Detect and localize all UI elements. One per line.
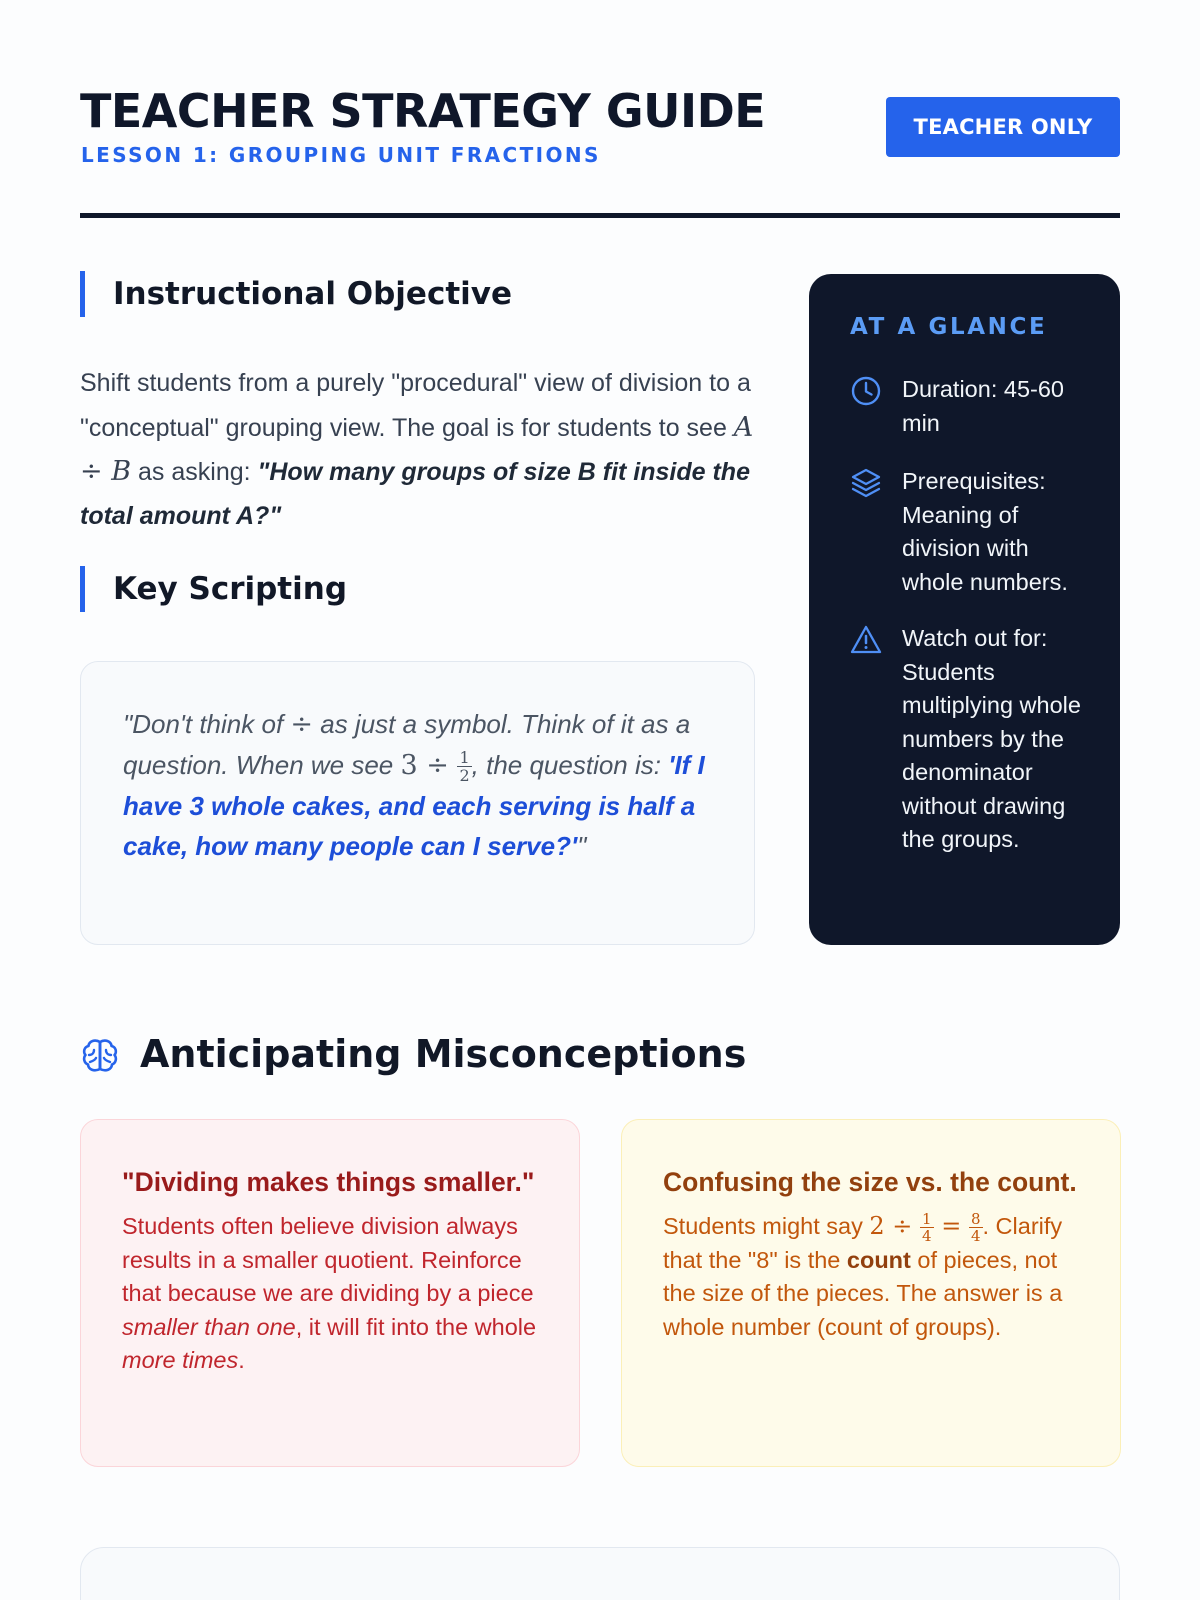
misconceptions-title: Anticipating Misconceptions: [140, 1032, 747, 1076]
lesson-subtitle: LESSON 1: GROUPING UNIT FRACTIONS: [81, 143, 601, 167]
header-divider: [80, 213, 1120, 218]
objective-emphasis: "How many groups of size B fit inside the total amount A?": [80, 458, 750, 530]
misconception-1-body-c: .: [238, 1347, 245, 1373]
misconception-1-body: [122, 1210, 539, 1378]
objective-text-a: Shift students from a purely "procedural" view of division to a "conceptual" grouping view. The goal is for students to see: [80, 369, 751, 442]
misconception-2-math-equals: =: [933, 1212, 969, 1240]
math-divide: ÷: [80, 456, 103, 487]
script-divide-symbol: ÷: [290, 709, 314, 740]
script-part-2: as just a symbol. Think of it as a question. When we see: [123, 709, 691, 780]
script-part-1: "Don't think of: [123, 709, 291, 739]
misconception-2-fraction-1: [920, 1209, 934, 1245]
brain-icon: [80, 1036, 120, 1076]
script-part-3: , the question is:: [471, 750, 669, 780]
misconception-1-body-a: Students often believe division always results in a smaller quotient. Reinforce that because we are dividing by a piece: [122, 1213, 534, 1306]
misconception-2-body-a: Students might say: [663, 1213, 870, 1239]
fraction-denominator: 4: [922, 1226, 932, 1245]
glance-duration-text: Duration: 45-60 min: [902, 376, 1064, 436]
layers-icon: [850, 467, 882, 499]
header: [80, 84, 1120, 184]
misconception-1-body-b: , it will fit into the whole: [295, 1313, 537, 1340]
scripting-card: [80, 661, 755, 945]
misconception-1-em-b: more times: [122, 1347, 239, 1373]
fraction-numerator: 1: [459, 748, 470, 768]
clock-icon: [850, 375, 882, 407]
misconception-2-body-c: of pieces, not the size of the pieces. The answer is a whole number (count of groups).: [663, 1246, 1063, 1340]
objective-heading: Instructional Objective: [80, 271, 512, 317]
at-a-glance-card: [809, 274, 1120, 945]
fraction-numerator: 1: [922, 1209, 932, 1228]
page-title: TEACHER STRATEGY GUIDE: [80, 84, 766, 138]
objective-text: [80, 362, 755, 538]
misconception-2-body-b: . Clarify that the "8" is the: [663, 1213, 1063, 1273]
fraction-numerator: 8: [970, 1209, 981, 1228]
script-highlight: 'If I have 3 whole cakes, and each serving is half a cake, how many people can I serve?': [123, 750, 705, 861]
misconception-2-fraction-2: [969, 1209, 983, 1245]
script-part-4: ": [577, 831, 587, 861]
objective-text-b: as asking:: [131, 458, 258, 486]
scripting-heading: Key Scripting: [80, 566, 347, 612]
misconception-2-body: [663, 1210, 1080, 1344]
teacher-only-badge: TEACHER ONLY: [886, 97, 1120, 157]
fraction-denominator: 4: [970, 1226, 981, 1245]
alert-triangle-icon: [850, 624, 882, 656]
misconception-1-em-a: smaller than one: [122, 1313, 296, 1340]
misconception-2-math-whole: 2 ÷: [869, 1212, 921, 1240]
fraction-denominator: 2: [459, 766, 470, 786]
glance-prerequisites-text: Prerequisites: Meaning of division with whole numbers.: [902, 468, 1068, 595]
math-a: A: [733, 411, 754, 443]
math-b: B: [111, 456, 132, 487]
misconception-card-size-count: [621, 1119, 1121, 1467]
misconception-2-title: Confusing the size vs. the count.: [663, 1167, 1077, 1197]
misconception-card-smaller: [80, 1119, 580, 1467]
misconception-2-strong: count: [846, 1246, 911, 1273]
glance-watch-out-text: Watch out for: Students multiplying whole numbers by the denominator without drawing the groups.: [902, 625, 1081, 852]
script-fraction: [457, 750, 471, 784]
next-section-card: [80, 1547, 1120, 1600]
script-math-whole: 3 ÷: [400, 750, 458, 781]
glance-title: AT A GLANCE: [850, 314, 1048, 340]
misconception-1-title: "Dividing makes things smaller.": [122, 1167, 535, 1197]
